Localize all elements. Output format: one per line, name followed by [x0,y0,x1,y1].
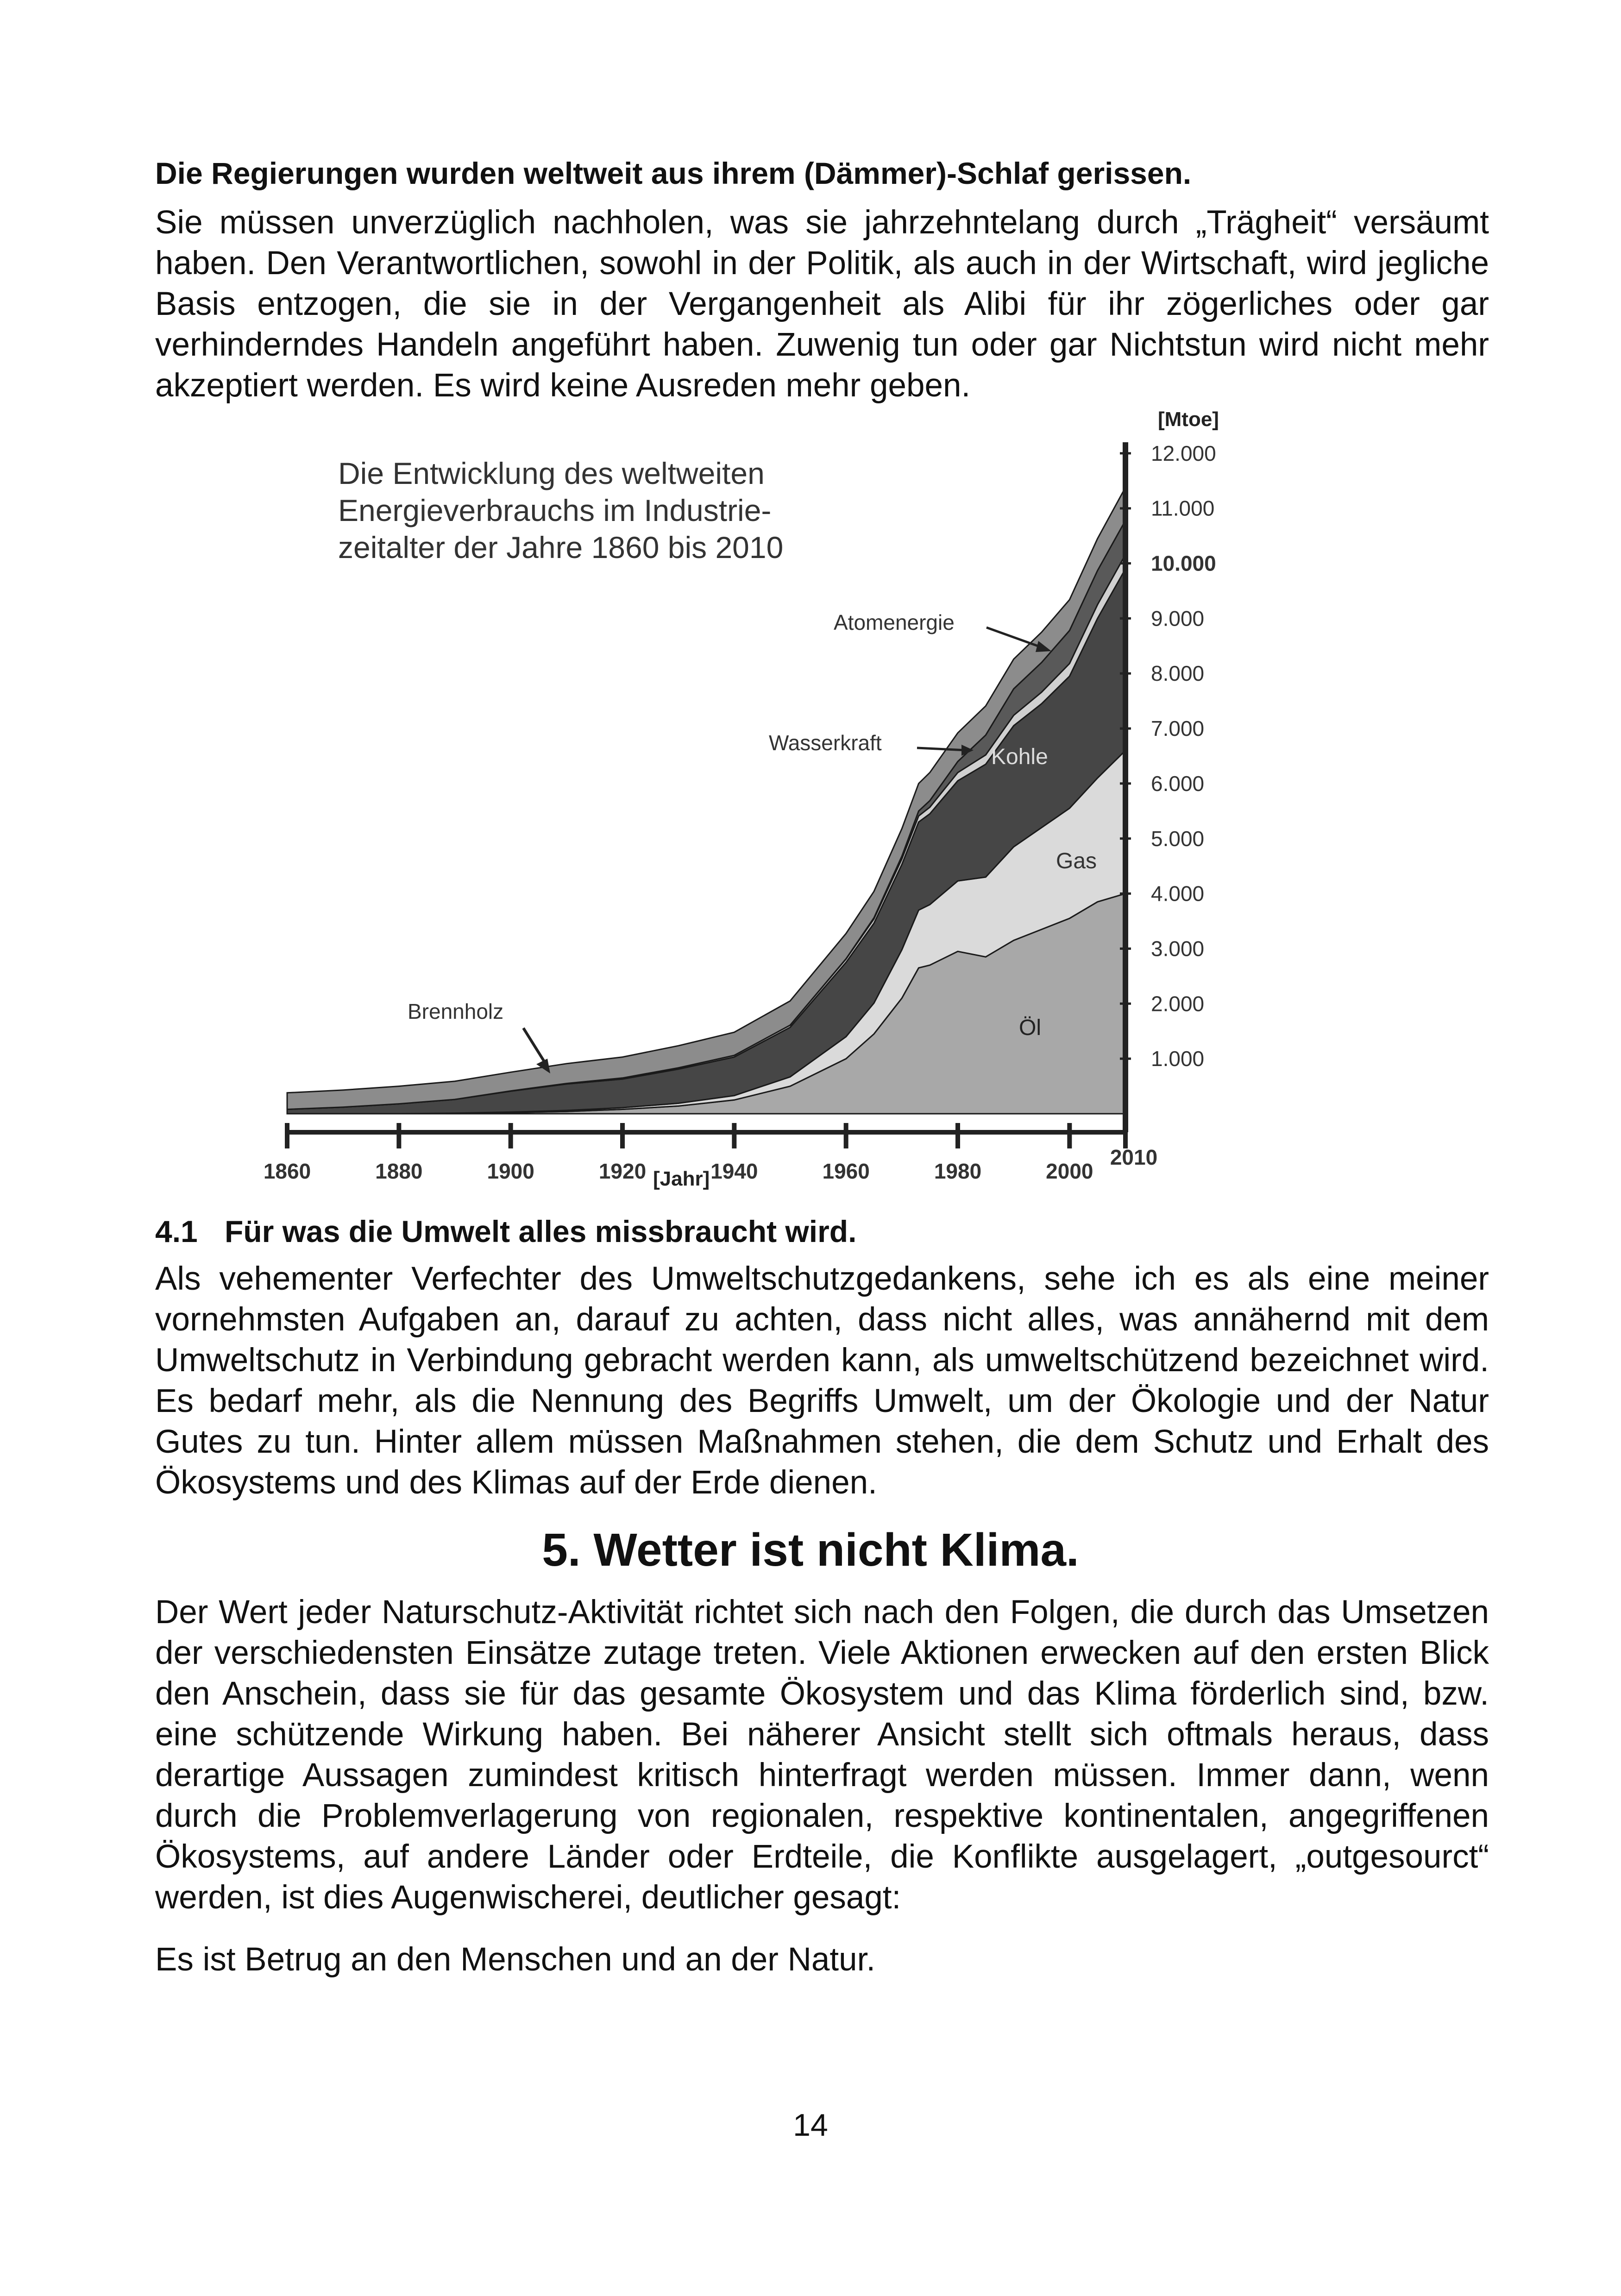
y-tick-label: 9.000 [1151,606,1205,631]
x-tick-label: 2000 [1046,1159,1093,1183]
annotation-brennholz-arrow [523,1028,547,1065]
x-axis-label: [Jahr] [653,1167,710,1190]
section-heading [155,1211,1489,1252]
x-tick-label: 1980 [934,1159,982,1183]
y-tick-label: 10.000 [1151,551,1216,576]
intro-heading: Die Regierungen wurden weltweit aus ihrem (Dämmer)-Schlaf gerissen. [155,156,1192,190]
x-tick-label: 1920 [598,1159,647,1183]
chapter-paragraph: Der Wert jeder Naturschutz-Aktivität richtet sich nach den Folgen, die durch das Umsetzen der verschiedensten Einsätze zutage treten. Viele Aktionen erwecken auf den ersten Blick den Anschein, dass sie für das gesamte Ökosystem und das Klima förderlich sind, bzw. eine schützende Wirkung haben. Bei näherer Ansicht stellt sich oftmals heraus, dass derartige Aussagen zumindest kritisch hinterfragt werden müssen. Immer dann, wenn durch die Problemverlagerung von regionalen, respektive kontinentalen, angegriffenen Ökosystems, auf andere Länder oder Erdteile, die Konflikte ausgelagert, „outgesourct“ werden, ist dies Augenwischerei, deutlicher gesagt: [155,1594,1489,1916]
y-tick-label: 12.000 [1151,441,1216,465]
y-tick-label: 2.000 [1151,991,1205,1016]
y-tick-label: 11.000 [1151,496,1215,521]
x-tick-label: 1880 [375,1159,423,1183]
chart-title-line-1: Die Entwicklung des weltweiten [338,456,765,490]
y-tick-label: 1.000 [1151,1047,1205,1071]
y-tick-label: 5.000 [1151,826,1205,851]
section-title: Für was die Umwelt alles missbraucht wird. [225,1214,857,1248]
x-tick-label: 1960 [822,1159,870,1183]
chart-title-line-2: Energieverbrauchs im Industrie- [338,493,772,527]
annotation-kohle: Kohle [991,745,1048,769]
x-tick-label: 1860 [263,1159,311,1183]
chart-title-line-3: zeitalter der Jahre 1860 bis 2010 [338,530,784,565]
y-tick-label: 6.000 [1151,771,1205,796]
y-axis-label: [Mtoe] [1158,408,1219,431]
y-ticks [1120,441,1216,1071]
annotation-gas: Gas [1056,849,1097,873]
annotation-wasserkraft: Wasserkraft [769,731,882,755]
annotation-atomenergie: Atomenergie [834,610,955,634]
y-tick-label: 8.000 [1151,661,1205,686]
page-number: 14 [793,2108,828,2143]
annotation-oel: Öl [1019,1016,1041,1040]
y-tick-label: 3.000 [1151,936,1205,961]
chapter-title: 5. Wetter ist nicht Klima. [542,1524,1079,1576]
section-number: 4.1 [155,1214,198,1248]
x-tick-label: 1900 [487,1159,534,1183]
energy-consumption-chart [245,398,1241,1204]
x-tick-label: 1940 [710,1159,758,1183]
y-tick-label: 7.000 [1151,716,1205,741]
section-paragraph: Als vehementer Verfechter des Umweltschutzgedankens, sehe ich es als eine meiner vornehmsten Aufgaben an, darauf zu achten, dass nicht alles, was annähernd mit dem Umweltschutz in Verbindung gebracht werden kann, als umweltschützend bezeichnet wird. Es bedarf mehr, als die Nennung des Begriffs Umwelt, um der Ökologie und der Natur Gutes zu tun. Hinter allem müssen Maßnahmen stehen, die dem Schutz und Erhalt des Ökosystems und des Klimas auf der Erde dienen. [155,1261,1489,1501]
closing-line: Es ist Betrug an den Menschen und an der Natur. [155,1941,876,1978]
annotation-brennholz: Brennholz [408,999,504,1023]
y-tick-label: 4.000 [1151,881,1205,906]
intro-paragraph: Sie müssen unverzüglich nachholen, was sie jahrzehntelang durch „Trägheit“ versäumt haben. Den Verantwortlichen, sowohl in der Politik, als auch in der Wirtschaft, wird jegliche Basis entzogen, die sie in der Vergangenheit als Alibi für ihr zögerliches oder gar verhinderndes Handeln angeführt haben. Zuwenig tun oder gar Nichtstun wird nicht mehr akzeptiert werden. Es wird keine Ausreden mehr geben. [155,204,1489,404]
x-tick-label: 2010 [1110,1145,1158,1169]
